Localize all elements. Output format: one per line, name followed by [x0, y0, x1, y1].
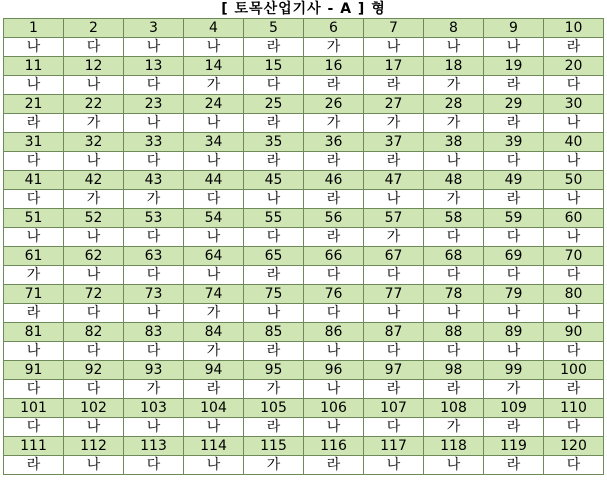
- question-number-cell: 52: [64, 209, 124, 228]
- answer-cell: 다: [544, 266, 604, 285]
- answer-cell: 다: [544, 456, 604, 475]
- answer-cell: 가: [184, 76, 244, 95]
- question-number-cell: 59: [484, 209, 544, 228]
- question-number-cell: 25: [244, 95, 304, 114]
- answer-cell: 나: [424, 38, 484, 57]
- question-number-cell: 30: [544, 95, 604, 114]
- question-number-cell: 99: [484, 361, 544, 380]
- question-number-cell: 48: [424, 171, 484, 190]
- answer-cell: 라: [424, 380, 484, 399]
- question-number-cell: 114: [184, 437, 244, 456]
- answer-cell: 다: [4, 380, 64, 399]
- question-number-cell: 96: [304, 361, 364, 380]
- answer-cell: 나: [304, 342, 364, 361]
- question-number-cell: 89: [484, 323, 544, 342]
- question-number-cell: 32: [64, 133, 124, 152]
- answer-cell: 나: [64, 418, 124, 437]
- answer-cell: 다: [484, 266, 544, 285]
- answer-cell: 나: [184, 266, 244, 285]
- answer-cell: 나: [424, 456, 484, 475]
- answer-cell: 나: [484, 304, 544, 323]
- answer-cell: 라: [244, 266, 304, 285]
- question-number-cell: 70: [544, 247, 604, 266]
- question-number-cell: 6: [304, 19, 364, 38]
- question-number-cell: 12: [64, 57, 124, 76]
- answer-cell: 나: [424, 304, 484, 323]
- answer-cell: 나: [544, 190, 604, 209]
- question-number-cell: 86: [304, 323, 364, 342]
- question-number-cell: 9: [484, 19, 544, 38]
- question-number-cell: 14: [184, 57, 244, 76]
- answer-cell: 나: [244, 190, 304, 209]
- question-number-cell: 95: [244, 361, 304, 380]
- answer-cell: 나: [364, 38, 424, 57]
- answer-cell: 가: [484, 380, 544, 399]
- answer-cell: 다: [64, 38, 124, 57]
- answer-cell: 나: [184, 456, 244, 475]
- question-number-cell: 49: [484, 171, 544, 190]
- answer-cell: 가: [424, 76, 484, 95]
- answer-cell: 라: [304, 76, 364, 95]
- question-number-cell: 88: [424, 323, 484, 342]
- question-number-cell: 1: [4, 19, 64, 38]
- answer-cell: 다: [184, 190, 244, 209]
- answer-cell: 나: [484, 342, 544, 361]
- answer-cell: 다: [424, 342, 484, 361]
- question-number-cell: 43: [124, 171, 184, 190]
- question-number-cell: 71: [4, 285, 64, 304]
- question-number-cell: 85: [244, 323, 304, 342]
- question-number-cell: 8: [424, 19, 484, 38]
- question-number-cell: 66: [304, 247, 364, 266]
- answer-cell: 나: [124, 114, 184, 133]
- question-number-cell: 108: [424, 399, 484, 418]
- answer-cell: 나: [544, 152, 604, 171]
- answer-cell: 나: [64, 152, 124, 171]
- question-number-cell: 18: [424, 57, 484, 76]
- answer-row: [4, 380, 604, 399]
- answer-cell: 라: [4, 114, 64, 133]
- answer-cell: 가: [184, 304, 244, 323]
- answer-row: [4, 190, 604, 209]
- answer-row: [4, 304, 604, 323]
- question-number-row: [4, 285, 604, 304]
- answer-cell: 나: [4, 76, 64, 95]
- answer-cell: 라: [244, 342, 304, 361]
- question-number-cell: 11: [4, 57, 64, 76]
- question-number-cell: 87: [364, 323, 424, 342]
- question-number-cell: 56: [304, 209, 364, 228]
- question-number-cell: 107: [364, 399, 424, 418]
- question-number-cell: 81: [4, 323, 64, 342]
- question-number-cell: 93: [124, 361, 184, 380]
- question-number-cell: 63: [124, 247, 184, 266]
- question-number-cell: 92: [64, 361, 124, 380]
- answer-cell: 나: [304, 380, 364, 399]
- question-number-cell: 118: [424, 437, 484, 456]
- question-number-cell: 33: [124, 133, 184, 152]
- answer-cell: 나: [184, 418, 244, 437]
- question-number-cell: 22: [64, 95, 124, 114]
- answer-cell: 라: [544, 38, 604, 57]
- answer-cell: 다: [304, 304, 364, 323]
- answer-cell: 나: [64, 266, 124, 285]
- answer-cell: 다: [244, 76, 304, 95]
- answer-cell: 가: [124, 190, 184, 209]
- answer-cell: 가: [244, 456, 304, 475]
- answer-cell: 다: [364, 418, 424, 437]
- answer-cell: 나: [124, 38, 184, 57]
- answer-cell: 가: [424, 190, 484, 209]
- question-number-cell: 2: [64, 19, 124, 38]
- question-number-cell: 98: [424, 361, 484, 380]
- answer-cell: 나: [124, 418, 184, 437]
- question-number-cell: 73: [124, 285, 184, 304]
- answer-cell: 라: [4, 456, 64, 475]
- answer-cell: 다: [124, 228, 184, 247]
- answer-cell: 나: [184, 38, 244, 57]
- question-number-cell: 61: [4, 247, 64, 266]
- question-number-cell: 80: [544, 285, 604, 304]
- answer-cell: 라: [304, 152, 364, 171]
- question-number-row: [4, 57, 604, 76]
- question-number-cell: 17: [364, 57, 424, 76]
- answer-key-table: [3, 18, 604, 475]
- answer-cell: 라: [244, 152, 304, 171]
- question-number-cell: 111: [4, 437, 64, 456]
- answer-cell: 다: [544, 76, 604, 95]
- answer-cell: 나: [124, 304, 184, 323]
- question-number-cell: 104: [184, 399, 244, 418]
- question-number-cell: 112: [64, 437, 124, 456]
- answer-row: [4, 266, 604, 285]
- question-number-cell: 77: [364, 285, 424, 304]
- answer-cell: 가: [424, 418, 484, 437]
- question-number-cell: 23: [124, 95, 184, 114]
- question-number-cell: 35: [244, 133, 304, 152]
- question-number-cell: 62: [64, 247, 124, 266]
- answer-row: [4, 418, 604, 437]
- question-number-cell: 113: [124, 437, 184, 456]
- answer-cell: 다: [544, 342, 604, 361]
- question-number-cell: 67: [364, 247, 424, 266]
- answer-row: [4, 38, 604, 57]
- answer-cell: 나: [364, 190, 424, 209]
- question-number-cell: 120: [544, 437, 604, 456]
- question-number-cell: 100: [544, 361, 604, 380]
- answer-cell: 나: [304, 418, 364, 437]
- answer-cell: 나: [484, 38, 544, 57]
- answer-cell: 라: [364, 76, 424, 95]
- question-number-cell: 54: [184, 209, 244, 228]
- answer-cell: 나: [184, 228, 244, 247]
- answer-cell: 나: [64, 456, 124, 475]
- question-number-row: [4, 171, 604, 190]
- answer-cell: 다: [304, 266, 364, 285]
- answer-cell: 라: [484, 190, 544, 209]
- answer-cell: 가: [64, 114, 124, 133]
- answer-cell: 나: [4, 228, 64, 247]
- answer-cell: 가: [424, 114, 484, 133]
- question-number-cell: 41: [4, 171, 64, 190]
- question-number-cell: 74: [184, 285, 244, 304]
- question-number-row: [4, 437, 604, 456]
- question-number-cell: 16: [304, 57, 364, 76]
- question-number-cell: 82: [64, 323, 124, 342]
- question-number-cell: 15: [244, 57, 304, 76]
- answer-cell: 가: [244, 380, 304, 399]
- question-number-cell: 47: [364, 171, 424, 190]
- question-number-cell: 83: [124, 323, 184, 342]
- answer-cell: 나: [184, 114, 244, 133]
- question-number-cell: 90: [544, 323, 604, 342]
- answer-cell: 나: [544, 114, 604, 133]
- answer-row: [4, 76, 604, 95]
- question-number-cell: 28: [424, 95, 484, 114]
- question-number-cell: 110: [544, 399, 604, 418]
- question-number-cell: 65: [244, 247, 304, 266]
- answer-cell: 가: [364, 114, 424, 133]
- question-number-cell: 5: [244, 19, 304, 38]
- answer-cell: 다: [364, 342, 424, 361]
- question-number-cell: 64: [184, 247, 244, 266]
- question-number-cell: 13: [124, 57, 184, 76]
- answer-row: [4, 228, 604, 247]
- answer-cell: 가: [304, 38, 364, 57]
- question-number-cell: 105: [244, 399, 304, 418]
- answer-cell: 라: [364, 380, 424, 399]
- question-number-cell: 79: [484, 285, 544, 304]
- answer-row: [4, 152, 604, 171]
- answer-cell: 다: [124, 456, 184, 475]
- question-number-cell: 109: [484, 399, 544, 418]
- answer-cell: 나: [244, 304, 304, 323]
- answer-cell: 다: [424, 228, 484, 247]
- question-number-row: [4, 399, 604, 418]
- answer-cell: 다: [364, 266, 424, 285]
- answer-cell: 라: [304, 228, 364, 247]
- answer-cell: 나: [364, 456, 424, 475]
- question-number-cell: 42: [64, 171, 124, 190]
- question-number-cell: 84: [184, 323, 244, 342]
- question-number-row: [4, 19, 604, 38]
- question-number-cell: 106: [304, 399, 364, 418]
- question-number-cell: 119: [484, 437, 544, 456]
- question-number-cell: 60: [544, 209, 604, 228]
- answer-cell: 다: [484, 152, 544, 171]
- question-number-row: [4, 361, 604, 380]
- answer-cell: 나: [184, 152, 244, 171]
- question-number-row: [4, 95, 604, 114]
- answer-cell: 다: [484, 228, 544, 247]
- answer-cell: 라: [364, 152, 424, 171]
- answer-cell: 다: [244, 228, 304, 247]
- question-number-cell: 27: [364, 95, 424, 114]
- answer-cell: 라: [484, 418, 544, 437]
- answer-cell: 다: [64, 380, 124, 399]
- question-number-cell: 75: [244, 285, 304, 304]
- answer-cell: 가: [64, 190, 124, 209]
- answer-cell: 라: [244, 114, 304, 133]
- question-number-cell: 102: [64, 399, 124, 418]
- question-number-cell: 39: [484, 133, 544, 152]
- answer-cell: 다: [64, 304, 124, 323]
- question-number-cell: 31: [4, 133, 64, 152]
- question-number-cell: 55: [244, 209, 304, 228]
- question-number-cell: 58: [424, 209, 484, 228]
- question-number-cell: 37: [364, 133, 424, 152]
- question-number-cell: 46: [304, 171, 364, 190]
- answer-cell: 가: [184, 342, 244, 361]
- question-number-row: [4, 133, 604, 152]
- question-number-row: [4, 209, 604, 228]
- question-number-row: [4, 323, 604, 342]
- question-number-cell: 40: [544, 133, 604, 152]
- answer-cell: 나: [4, 342, 64, 361]
- question-number-cell: 20: [544, 57, 604, 76]
- answer-cell: 라: [244, 418, 304, 437]
- answer-cell: 라: [184, 380, 244, 399]
- question-number-cell: 51: [4, 209, 64, 228]
- question-number-cell: 68: [424, 247, 484, 266]
- answer-cell: 나: [424, 152, 484, 171]
- question-number-cell: 57: [364, 209, 424, 228]
- answer-cell: 다: [124, 76, 184, 95]
- answer-row: [4, 342, 604, 361]
- question-number-cell: 76: [304, 285, 364, 304]
- question-number-cell: 19: [484, 57, 544, 76]
- question-number-cell: 34: [184, 133, 244, 152]
- answer-cell: 다: [4, 152, 64, 171]
- question-number-cell: 94: [184, 361, 244, 380]
- question-number-cell: 53: [124, 209, 184, 228]
- question-number-cell: 45: [244, 171, 304, 190]
- answer-cell: 라: [4, 304, 64, 323]
- question-number-cell: 69: [484, 247, 544, 266]
- answer-cell: 가: [304, 114, 364, 133]
- answer-cell: 가: [124, 380, 184, 399]
- question-number-cell: 101: [4, 399, 64, 418]
- answer-cell: 가: [4, 266, 64, 285]
- answer-cell: 라: [484, 456, 544, 475]
- answer-cell: 나: [64, 76, 124, 95]
- answer-row: [4, 456, 604, 475]
- answer-cell: 라: [304, 456, 364, 475]
- question-number-cell: 117: [364, 437, 424, 456]
- answer-cell: 다: [4, 418, 64, 437]
- answer-cell: 나: [544, 228, 604, 247]
- answer-cell: 다: [4, 190, 64, 209]
- answer-cell: 다: [64, 342, 124, 361]
- answer-cell: 가: [364, 228, 424, 247]
- answer-cell: 나: [64, 228, 124, 247]
- answer-cell: 라: [244, 38, 304, 57]
- question-number-cell: 78: [424, 285, 484, 304]
- question-number-cell: 50: [544, 171, 604, 190]
- answer-cell: 나: [364, 304, 424, 323]
- question-number-cell: 103: [124, 399, 184, 418]
- answer-cell: 나: [4, 38, 64, 57]
- answer-cell: 라: [544, 380, 604, 399]
- question-number-cell: 26: [304, 95, 364, 114]
- question-number-cell: 4: [184, 19, 244, 38]
- question-number-cell: 72: [64, 285, 124, 304]
- question-number-cell: 115: [244, 437, 304, 456]
- question-number-cell: 44: [184, 171, 244, 190]
- answer-row: [4, 114, 604, 133]
- answer-cell: 라: [304, 190, 364, 209]
- question-number-cell: 10: [544, 19, 604, 38]
- answer-cell: 다: [544, 418, 604, 437]
- question-number-cell: 116: [304, 437, 364, 456]
- answer-cell: 다: [124, 342, 184, 361]
- question-number-cell: 29: [484, 95, 544, 114]
- answer-cell: 다: [124, 152, 184, 171]
- answer-cell: 라: [484, 76, 544, 95]
- question-number-cell: 91: [4, 361, 64, 380]
- answer-cell: 라: [484, 114, 544, 133]
- question-number-cell: 7: [364, 19, 424, 38]
- question-number-cell: 36: [304, 133, 364, 152]
- question-number-cell: 24: [184, 95, 244, 114]
- answer-cell: 다: [124, 266, 184, 285]
- question-number-cell: 3: [124, 19, 184, 38]
- answer-cell: 다: [424, 266, 484, 285]
- question-number-cell: 38: [424, 133, 484, 152]
- question-number-cell: 21: [4, 95, 64, 114]
- question-number-row: [4, 247, 604, 266]
- question-number-cell: 97: [364, 361, 424, 380]
- answer-cell: 나: [544, 304, 604, 323]
- page-title: [ 토목산업기사 - A ] 형: [221, 1, 386, 17]
